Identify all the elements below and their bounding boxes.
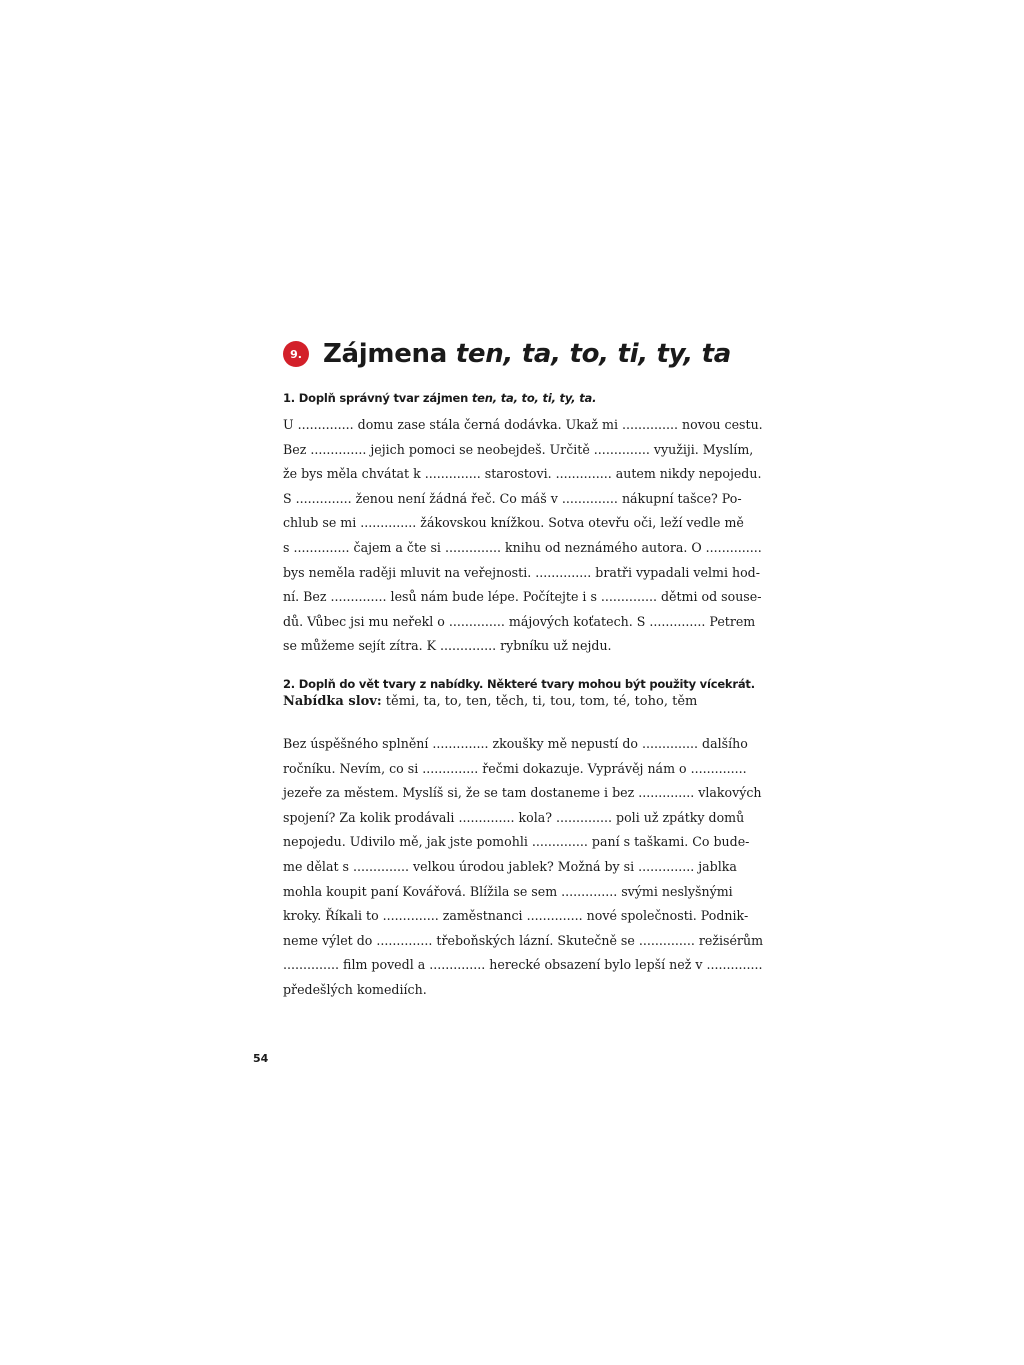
text-line: dů. Vůbec jsi mu neřekl o .............. májových koťatech. S .............. Petrem [283,613,756,629]
text-line: Bez .............. jejich pomoci se neobejdeš. Určitě .............. využiji. Myslím, [283,441,754,457]
task-1-instruction-text: 1. Doplň správný tvar zájmen [283,391,472,405]
text-line: kroky. Říkali to .............. zaměstnanci .............. nové společnosti. Podnik- [283,908,749,924]
text-line: ní. Bez .............. lesů nám bude lépe. Počítejte i s .............. dětmi od souse- [283,589,762,605]
text-line: spojení? Za kolik prodávali .............. kola? .............. poli už zpátky domů [283,809,745,825]
text-line: ročníku. Nevím, co si .............. řečmi dokazuje. Vyprávěj nám o .............. [283,760,747,776]
text-line: se můžeme sejít zítra. K .............. rybníku už nejdu. [283,638,612,654]
word-offer-label: Nabídka slov: [283,694,382,709]
text-line: mohla koupit paní Kovářová. Blížila se sem .............. svými neslyšnými [283,883,733,899]
text-line: předešlých komediích. [283,981,427,997]
text-line: Bez úspěšného splnění .............. zkoušky mě nepustí do .............. dalšího [283,736,748,751]
task-2-instruction: 2. Doplň do vět tvary z nabídky. Některé tvary mohou být použity vícekrát. [283,677,755,691]
section-title-pronouns: ten, ta, to, ti, ty, ta [455,339,732,369]
text-line: U .............. domu zase stála černá dodávka. Ukaž mi .............. novou cestu. [283,417,763,432]
text-line: neme výlet do .............. třeboňských lázní. Skutečně se .............. režisérům [283,932,764,948]
text-line: me dělat s .............. velkou úrodou jablek? Možná by si .............. jablka [283,858,737,874]
word-offer-list: těmi, ta, to, ten, těch, ti, tou, tom, té, toho, těm [381,694,698,709]
text-line: .............. film povedl a .............. herecké obsazení bylo lepší než v .............. [283,957,763,973]
task-1-instruction-pronouns: ten, ta, to, ti, ty, ta. [471,391,597,405]
task-1-exercise-text [283,413,763,659]
section-number-badge: 9. [283,341,309,367]
page-number: 54 [253,1052,269,1065]
section-heading [283,334,743,374]
text-line: že bys měla chvátat k .............. starostovi. .............. autem nikdy nepojedu. [283,466,762,482]
text-line: jezeře za městem. Myslíš si, že se tam dostaneme i bez .............. vlakových [283,785,762,801]
text-line: s .............. čajem a čte si .............. knihu od neznámého autora. O .............. [283,539,762,555]
text-line: chlub se mi .............. žákovskou knížkou. Sotva otevřu oči, leží vedle mě [283,515,744,531]
text-line: bys neměla raději mluvit na veřejnosti. .............. bratři vypadali velmi hod- [283,564,760,580]
section-title-prefix: Zájmena [323,339,456,369]
text-line: S .............. ženou není žádná řeč. Co máš v .............. nákupní tašce? Po- [283,490,742,506]
word-offer [283,694,743,709]
task-2-exercise-text [283,732,764,1003]
text-line: nepojedu. Udivilo mě, jak jste pomohli .............. paní s taškami. Co bude- [283,834,750,850]
task-1-instruction [283,391,743,405]
section-title [323,339,731,369]
